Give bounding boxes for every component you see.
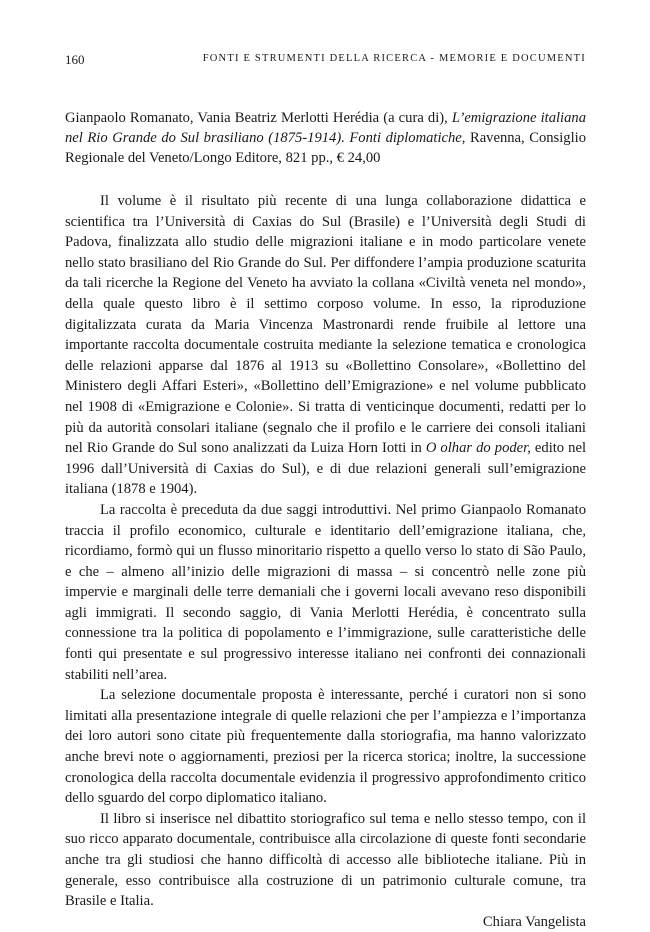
review-body xyxy=(65,191,586,932)
paragraph-1-text-b: edito nel 1996 dall’Università di Caxias do Sul), e di due relazioni generali sull’emigrazione italiana (1878 e 1904). xyxy=(65,440,586,498)
citation-publication: , Ravenna, Consiglio Regionale del Veneto/Longo Editore, 821 pp., € 24,00 xyxy=(65,130,586,166)
paragraph-1 xyxy=(65,191,586,500)
citation-title: L’emigrazione italiana nel Rio Grande do Sul brasiliano (1875-1914). Fonti diplomatiche xyxy=(65,110,586,146)
running-head: FONTI E STRUMENTI DELLA RICERCA - MEMORIE E DOCUMENTI xyxy=(202,53,586,64)
book-citation xyxy=(65,108,586,168)
paragraph-2: La raccolta è preceduta da due saggi introduttivi. Nel primo Gianpaolo Romanato traccia il profilo economico, culturale e identitario dell’emigrazione italiana, che, ricordiamo, formò qui un flusso minoritario rispetto a quello verso lo stato di São Paulo, e che – almeno all’inizio delle migrazioni di massa – si concentrò nelle zone più impervie e marginali delle terre demaniali che i governi locali avevano reso disponibili agli immigrati. Il secondo saggio, di Vania Merlotti Herédia, è concentrato sulla connessione tra la politica di popolamento e l’immigrazione, sulle caratteristiche delle fonti qui presentate e sul progressivo interesse italiano nei confronti dei connazionali stabiliti nell’area. xyxy=(65,501,586,683)
page-number: 160 xyxy=(65,52,85,67)
paragraph-1-italic-title: O olhar do poder, xyxy=(425,440,531,457)
paragraph-1-text-a: Il volume è il risultato più recente di una lunga collaborazione didattica e scientifica tra l’Università di Caxias do Sul (Brasile) e l’Università degli Studi di Padova, finalizzata allo studio delle migrazioni italiane e in modo particolare venete nello stato brasiliano del Rio Grande do Sul. Per diffondere l’ampia produzione scaturita da tali ricerche la Regione del Veneto ha avviato la collana «Civiltà veneta nel mondo», della quale questo libro è il settimo corposo volume. In esso, la riproduzione digitalizzata curata da Maria Vincenza Mastronardi rende fruibile al lettore una importante raccolta documentale costruita mediante la selezione tematica e cronologica delle relazioni apparse dal 1876 al 1913 su «Bollettino Consolare», «Bollettino del Ministero degli Affari Esteri», «Bollettino dell’Emigrazione» e nel volume pubblicato nel 1908 di «Emigrazione e Colonie». Si tratta di venticinque documenti, redatti per lo più da autorità consolari italiane (segnalo che il profilo e le carriere dei consoli italiani nel Rio Grande do Sul sono analizzati da Luiza Horn Iotti in xyxy=(65,193,586,457)
reviewer-signature: Chiara Vangelista xyxy=(482,913,586,930)
citation-authors: Gianpaolo Romanato, Vania Beatriz Merlotti Herédia (a cura di), xyxy=(65,110,452,126)
page-header xyxy=(65,52,586,72)
page xyxy=(65,52,586,932)
paragraph-4: Il libro si inserisce nel dibattito storiografico sul tema e nello stesso tempo, con il suo ricco apparato documentale, contribuisce alla circolazione di queste fonti secondarie anche tra gli studiosi che hanno difficoltà di accesso alle biblioteche italiane. Più in generale, esso contribuisce alla costruzione di un patrimonio culturale comune, tra Brasile e Italia. xyxy=(65,810,586,910)
paragraph-3: La selezione documentale proposta è interessante, perché i curatori non si sono limitati alla presentazione integrale di quelle relazioni che per l’ampiezza e l’importanza dei loro autori sono citate più frequentemente dalla storiografia, ma hanno valorizzato anche brevi note o aggiornamenti, preziosi per la ricerca storica; inoltre, la successione cronologica della raccolta documentale evidenzia il progressivo approfondimento critico dello sguardo del corpo diplomatico italiano. xyxy=(65,687,586,807)
